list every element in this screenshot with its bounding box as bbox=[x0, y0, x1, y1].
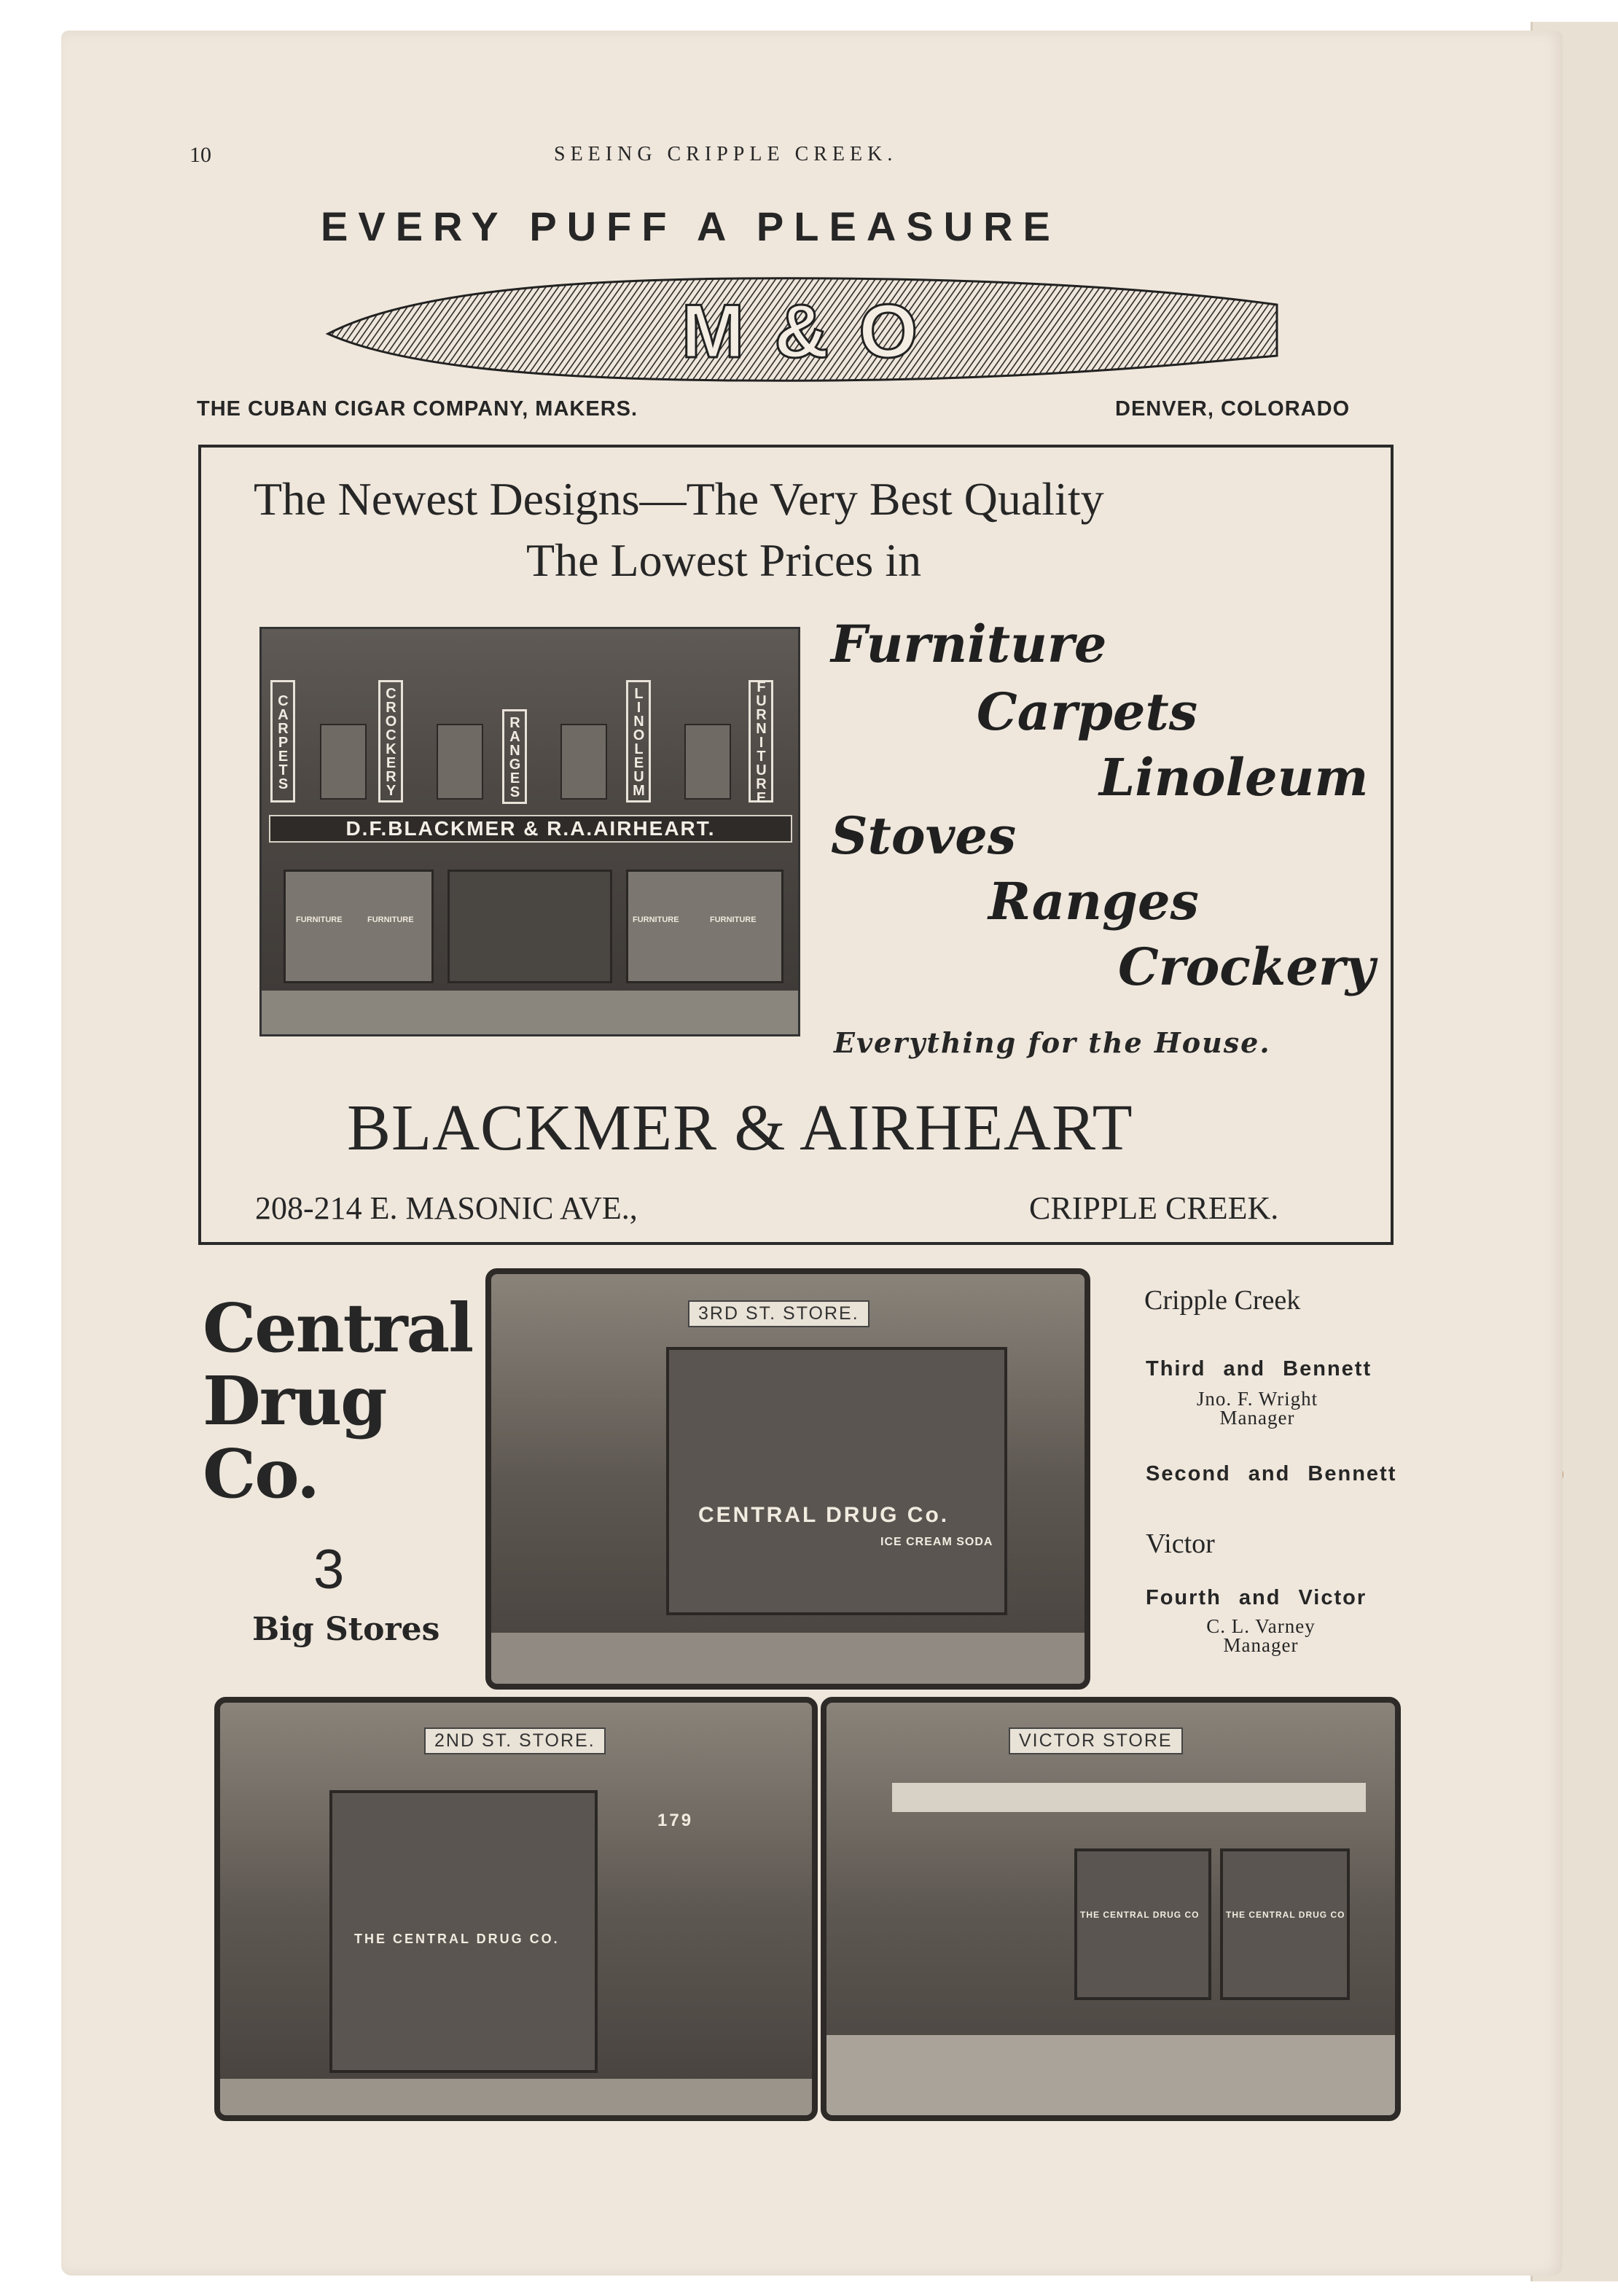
furniture-headline-line2: The Lowest Prices in bbox=[526, 534, 922, 586]
page-number: 10 bbox=[189, 143, 211, 167]
cigar-location: DENVER, COLORADO bbox=[1115, 397, 1351, 421]
shop-window bbox=[1220, 1848, 1350, 2000]
item-crockery: Crockery bbox=[1118, 937, 1375, 997]
street-number: 179 bbox=[657, 1811, 694, 1830]
item-stoves: Stoves bbox=[831, 805, 1017, 866]
storefront-sign: D.F.BLACKMER & R.A.AIRHEART. bbox=[269, 815, 792, 843]
sidewalk bbox=[220, 2079, 812, 2115]
upper-window bbox=[320, 724, 367, 800]
location-address-fourth: Fourth and Victor bbox=[1146, 1586, 1367, 1609]
furniture-city: CRIPPLE CREEK. bbox=[1029, 1190, 1279, 1226]
sidewalk bbox=[491, 1633, 1084, 1684]
furniture-firm-name: BLACKMER & AIRHEART bbox=[347, 1092, 1133, 1164]
drug-store-count: 3 bbox=[313, 1539, 345, 1601]
store-sign-ranges: RANGES bbox=[502, 709, 527, 804]
item-carpets: Carpets bbox=[977, 682, 1198, 742]
store-awning bbox=[892, 1783, 1366, 1812]
running-title: SEEING CRIPPLE CREEK. bbox=[554, 143, 898, 165]
shop-window bbox=[626, 870, 783, 983]
store-sign-furniture: FURNITURE bbox=[749, 680, 773, 803]
store-window-sign: CENTRAL DRUG Co. bbox=[698, 1503, 950, 1527]
shop-window bbox=[1074, 1848, 1211, 2000]
drug-stores-label: Big Stores bbox=[252, 1611, 440, 1648]
item-ranges: Ranges bbox=[988, 871, 1199, 932]
location-city-victor: Victor bbox=[1146, 1528, 1215, 1559]
store-subsign: ICE CREAM SODA bbox=[880, 1536, 993, 1548]
item-linoleum: Linoleum bbox=[1099, 747, 1369, 808]
store-window-sign: THE CENTRAL DRUG CO. bbox=[354, 1932, 560, 1946]
upper-window bbox=[560, 724, 607, 800]
victor-store-photo bbox=[821, 1697, 1401, 2121]
manager-title: Manager bbox=[1219, 1407, 1295, 1429]
third-st-label: 3RD ST. STORE. bbox=[688, 1300, 869, 1327]
furniture-store-photo bbox=[259, 627, 800, 1036]
upper-window bbox=[437, 724, 483, 800]
shop-window bbox=[329, 1790, 598, 2073]
store-sign-crockery: CROCKERY bbox=[378, 680, 403, 803]
manager-varney bbox=[1188, 1617, 1334, 1655]
drug-name-line3: Co. bbox=[203, 1434, 318, 1513]
furniture-tagline: Everything for the House. bbox=[834, 1026, 1271, 1059]
location-address-second: Second and Bennett bbox=[1146, 1462, 1397, 1485]
window-label: FURNITURE bbox=[633, 915, 679, 924]
item-furniture: Furniture bbox=[831, 614, 1107, 674]
window-label: FURNITURE bbox=[710, 915, 757, 924]
manager-title: Manager bbox=[1223, 1634, 1299, 1656]
store-entrance bbox=[448, 870, 612, 983]
location-city-cripple-creek: Cripple Creek bbox=[1144, 1285, 1301, 1316]
location-address-third: Third and Bennett bbox=[1146, 1357, 1372, 1381]
street bbox=[262, 991, 798, 1034]
cigar-illustration bbox=[321, 270, 1283, 386]
furniture-headline-line1: The Newest Designs—The Very Best Quality bbox=[254, 473, 1104, 525]
manager-wright bbox=[1173, 1389, 1341, 1427]
manager-name: Jno. F. Wright bbox=[1196, 1388, 1318, 1410]
third-st-store-photo bbox=[485, 1268, 1090, 1690]
shop-window bbox=[666, 1347, 1007, 1615]
store-sign-linoleum: LINOLEUM bbox=[626, 680, 651, 803]
window-label: FURNITURE bbox=[296, 915, 343, 924]
second-st-label: 2ND ST. STORE. bbox=[424, 1727, 606, 1754]
sidewalk bbox=[826, 2035, 1395, 2115]
upper-window bbox=[684, 724, 731, 800]
drug-name-line2: Drug bbox=[203, 1362, 386, 1440]
store-window-sign: THE CENTRAL DRUG CO bbox=[1226, 1910, 1345, 1920]
drug-name-line1: Central bbox=[203, 1289, 473, 1367]
store-window-sign: THE CENTRAL DRUG CO bbox=[1080, 1910, 1200, 1920]
manager-name: C. L. Varney bbox=[1206, 1615, 1316, 1637]
shop-window bbox=[284, 870, 434, 983]
victor-label: VICTOR STORE bbox=[1009, 1727, 1183, 1754]
second-st-store-photo bbox=[214, 1697, 818, 2121]
cigar-slogan: EVERY PUFF A PLEASURE bbox=[321, 203, 1060, 249]
cigar-brand: M & O bbox=[681, 289, 923, 374]
window-label: FURNITURE bbox=[367, 915, 414, 924]
furniture-address: 208-214 E. MASONIC AVE., bbox=[255, 1190, 638, 1226]
cigar-makers: THE CUBAN CIGAR COMPANY, MAKERS. bbox=[197, 397, 638, 421]
store-sign-carpets: CARPETS bbox=[270, 680, 295, 803]
